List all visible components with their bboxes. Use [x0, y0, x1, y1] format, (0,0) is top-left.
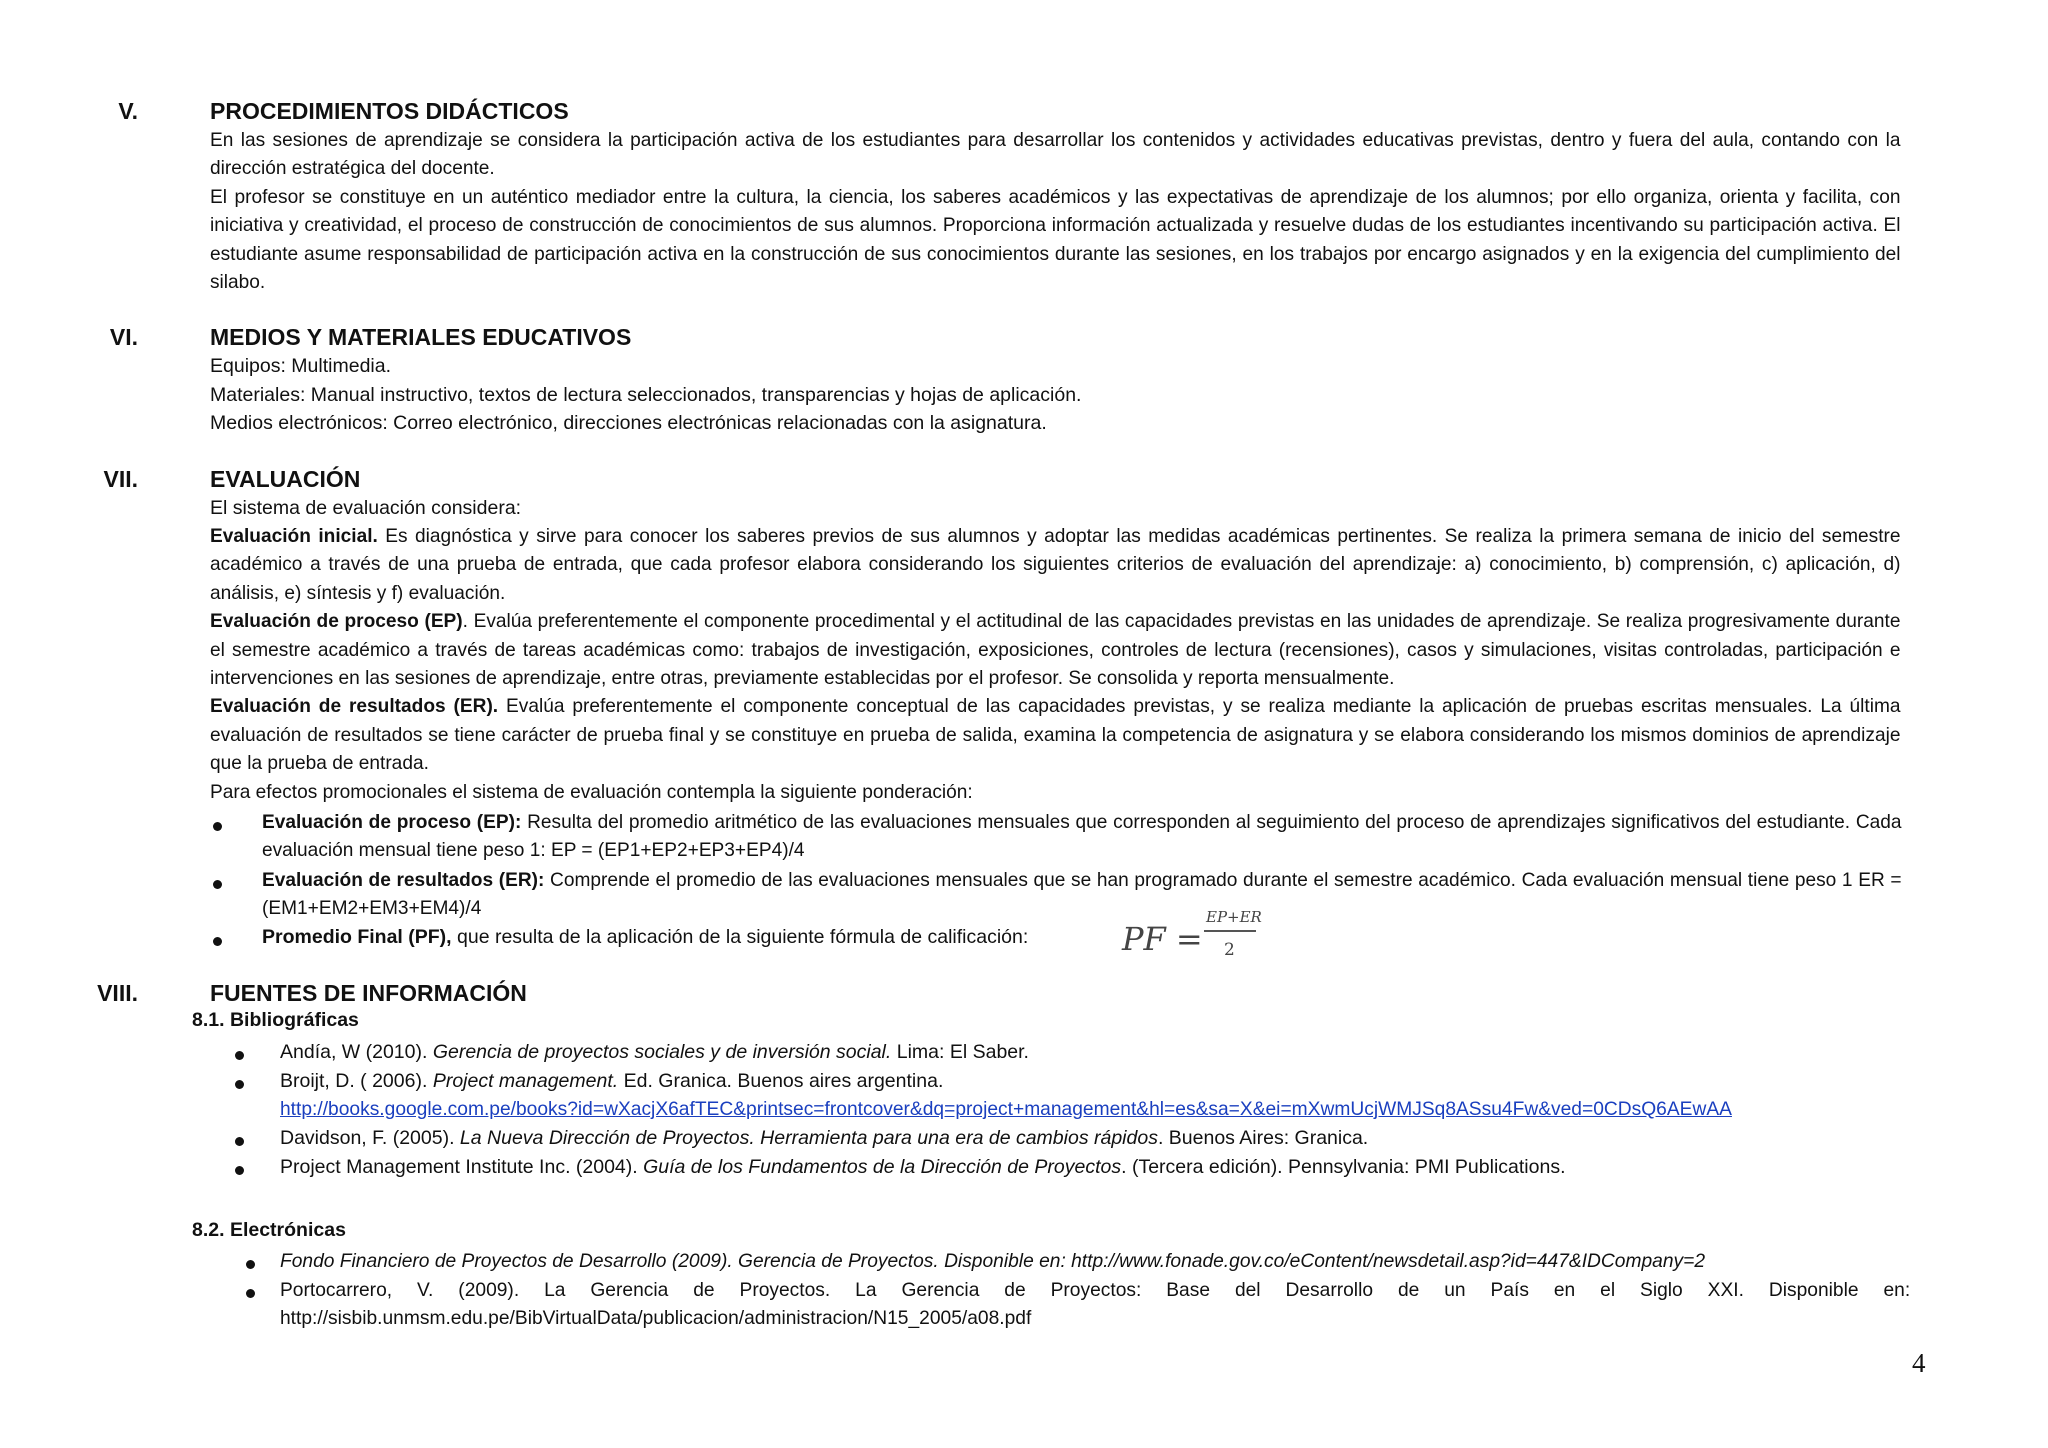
- bullet-icon: [235, 1137, 244, 1146]
- bullet-icon: [213, 822, 222, 831]
- paragraph: [210, 522, 1901, 806]
- section-number: VI.: [109, 324, 138, 350]
- formula-denominator: 2: [1224, 940, 1235, 960]
- paragraph-text: El profesor se constituye en un auténtico mediador entre la cultura, la ciencia, los saberes académicos y las expectativas de aprendizaje de los alumnos; por ello organiza, orienta y facilita, con iniciativa y creatividad, el proceso de construcción de conocimientos de sus alumnos. Proporciona información actualizada y resuelve dudas de los estudiantes incentivando su participación activa. El estudiante asume responsabilidad de participación activa en la construcción de sus conocimientos durante las sesiones, en los trabajos por encargo asignados y en la exigencia del cumplimiento del silabo.: [210, 185, 1901, 294]
- section-title: FUENTES DE INFORMACIÓN: [210, 980, 527, 1006]
- section-number: VIII.: [97, 980, 138, 1006]
- section-title: MEDIOS Y MATERIALES EDUCATIVOS: [210, 324, 632, 350]
- text-line: Equipos: Multimedia.: [210, 355, 392, 377]
- section-number: VII.: [103, 466, 138, 492]
- formula: [1122, 908, 1272, 974]
- section-title: PROCEDIMIENTOS DIDÁCTICOS: [210, 98, 569, 124]
- reference-item: Davidson, F. (2005). La Nueva Dirección de Proyectos. Herramienta para una era de cambios rápidos. Buenos Aires: Granica.: [280, 1127, 1369, 1149]
- text-line: Medios electrónicos: Correo electrónico, direcciones electrónicas relacionadas con la asignatura.: [210, 412, 1047, 434]
- paragraph-eval-resultados: Evaluación de resultados (ER). Evalúa preferentemente el componente conceptual de las capacidades previstas, y se realiza mediante la aplicación de pruebas escritas mensuales. La última evaluación de resultados se tiene carácter de prueba final y se constituye en prueba de salida, examina la competencia de asignatura y se elabora considerando los mismos dominios de aprendizaje que la prueba de entrada.: [210, 695, 1901, 775]
- list-item: Evaluación de proceso (EP): Resulta del promedio aritmético de las evaluaciones mensuales que corresponden al seguimiento del proceso de aprendizajes significativos del estudiante. Cada evaluación mensual tiene peso 1: EP = (EP1+EP2+EP3+EP4)/4: [262, 811, 1902, 862]
- subsection-title: 8.2. Electrónicas: [192, 1219, 346, 1241]
- reference-item: Andía, W (2010). Gerencia de proyectos sociales y de inversión social. Lima: El Saber.: [280, 1041, 1029, 1063]
- fraction-bar: [1204, 930, 1256, 932]
- bullet-icon: [235, 1051, 244, 1060]
- subsection-title: 8.1. Bibliográficas: [192, 1009, 359, 1031]
- reference-link[interactable]: http://books.google.com.pe/books?id=wXacjX6afTEC&printsec=frontcover&dq=project+management&hl=es&sa=X&ei=mXwmUcjWMJSq8ASsu4Fw&ved=0CDsQ6AEwAA: [280, 1098, 1732, 1120]
- reference-item: Fondo Financiero de Proyectos de Desarrollo (2009). Gerencia de Proyectos. Disponible en: http://www.fonade.gov.co/eContent/newsdetail.asp?id=447&IDCompany=2: [280, 1250, 1706, 1272]
- formula-numerator: EP+ER: [1206, 908, 1262, 926]
- list-item: Evaluación de resultados (ER): Comprende el promedio de las evaluaciones mensuales que se han programado durante el semestre académico. Cada evaluación mensual tiene peso 1 ER = (EM1+EM2+EM3+EM4)/4: [262, 869, 1902, 920]
- reference-item: Broijt, D. ( 2006). Project management. Ed. Granica. Buenos aires argentina.: [280, 1070, 944, 1092]
- bullet-icon: [213, 880, 222, 889]
- paragraph: [210, 126, 1901, 296]
- paragraph-text: En las sesiones de aprendizaje se considera la participación activa de los estudiantes para desarrollar los contenidos y actividades educativas previstas, dentro y fuera del aula, contando con la dirección estratégica del docente.: [210, 129, 1901, 180]
- list-item: Promedio Final (PF), que resulta de la aplicación de la siguiente fórmula de calificación:: [262, 926, 1029, 948]
- paragraph-eval-proceso: Evaluación de proceso (EP). Evalúa preferentemente el componente procedimental y el actitudinal de las capacidades previstas en las unidades de aprendizaje. Se realiza progresivamente durante el semestre académico a través de tareas académicas como: trabajos de investigación, exposiciones, controles de lectura (recensiones), casos y simulaciones, visitas controladas, participación e intervenciones en las sesiones de aprendizaje, entre otras, previamente establecidas por el profesor. Se consolida y reporta mensualmente.: [210, 610, 1901, 690]
- text-line: El sistema de evaluación considera:: [210, 497, 522, 519]
- bullet-icon: [246, 1289, 255, 1298]
- section-title: EVALUACIÓN: [210, 466, 361, 492]
- paragraph-eval-inicial: Evaluación inicial. Es diagnóstica y sirve para conocer los saberes previos de sus alumnos y adoptar las medidas académicas pertinentes. Se realiza la primera semana de inicio del semestre académico a través de una prueba de entrada, que cada profesor elabora considerando los siguientes criterios de evaluación del aprendizaje: a) conocimiento, b) comprensión, c) aplicación, d) análisis, e) síntesis y f) evaluación.: [210, 525, 1901, 604]
- bullet-icon: [213, 937, 222, 946]
- page-number: 4: [1912, 1348, 1926, 1378]
- paragraph-ponderacion: Para efectos promocionales el sistema de evaluación contempla la siguiente ponderación:: [210, 780, 973, 803]
- bullet-icon: [235, 1166, 244, 1175]
- text-line: Materiales: Manual instructivo, textos de lectura seleccionados, transparencias y hojas de aplicación.: [210, 384, 1082, 406]
- bullet-icon: [235, 1080, 244, 1089]
- formula-lhs: PF =: [1122, 920, 1203, 958]
- reference-item: Portocarrero, V. (2009). La Gerencia de Proyectos. La Gerencia de Proyectos: Base del Desarrollo de un País en el Siglo XXI. Disponible en: http://sisbib.unmsm.edu.pe/BibVirtualData/publicacion/administracion/N15_2005/a08.pdf: [280, 1279, 1911, 1330]
- bullet-icon: [246, 1260, 255, 1269]
- reference-item: Project Management Institute Inc. (2004). Guía de los Fundamentos de la Dirección de Proyectos. (Tercera edición). Pennsylvania: PMI Publications.: [280, 1156, 1566, 1178]
- section-number: V.: [118, 98, 138, 124]
